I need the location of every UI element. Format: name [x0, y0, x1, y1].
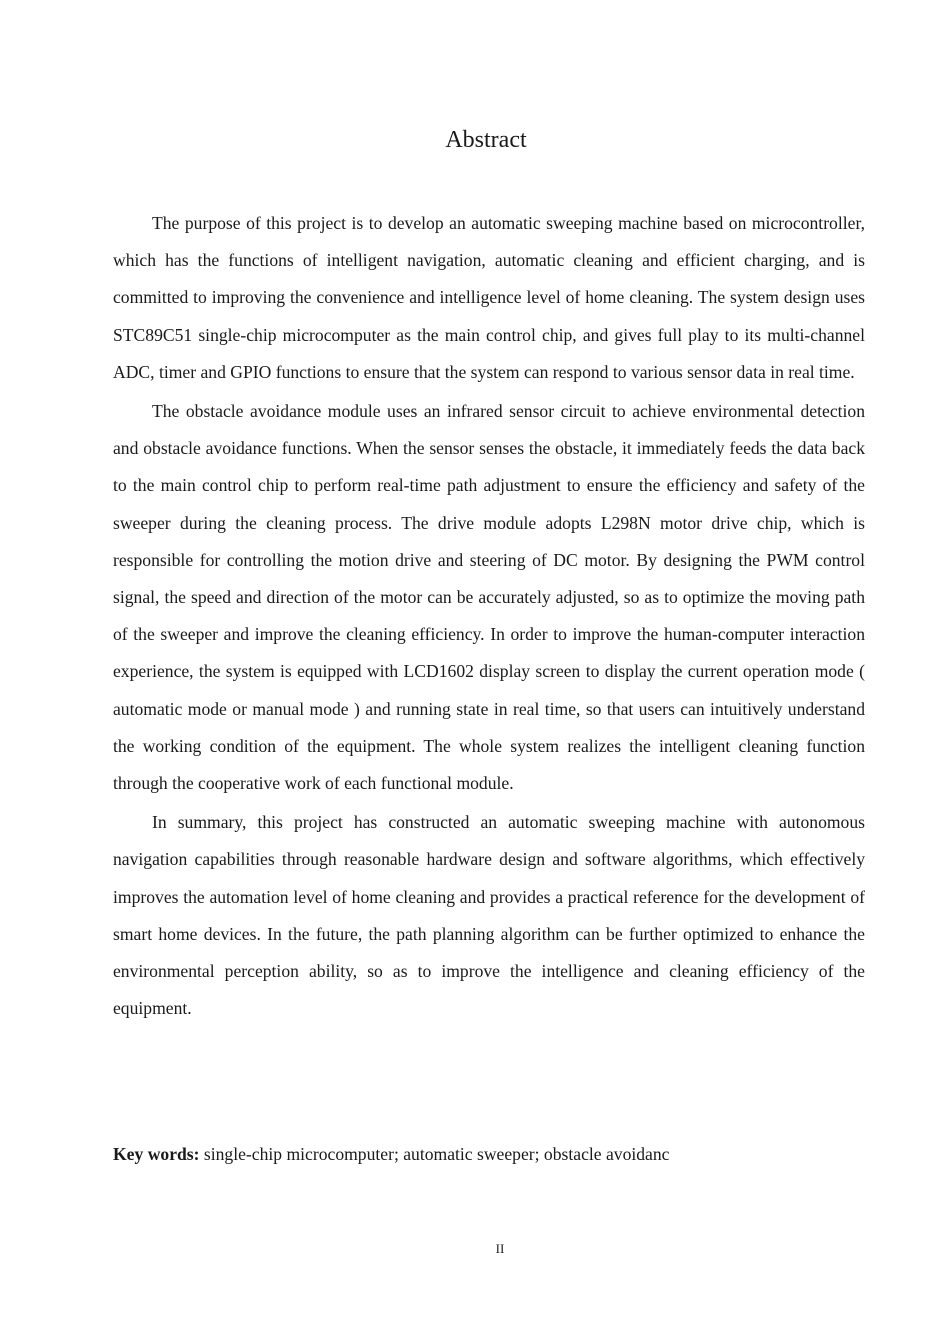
abstract-paragraph-2: The obstacle avoidance module uses an infrared sensor circuit to achieve environmental detection and obstacle avoidance functions. When the sensor senses the obstacle, it immediately feeds the data back to the main control chip to perform real-time path adjustment to ensure the efficiency and safety of the sweeper during the cleaning process. The drive module adopts L298N motor drive chip, which is responsible for controlling the motion drive and steering of DC motor. By designing the PWM control signal, the speed and direction of the motor can be accurately adjusted, so as to optimize the moving path of the sweeper and improve the cleaning efficiency. In order to improve the human-computer interaction experience, the system is equipped with LCD1602 display screen to display the current operation mode ( automatic mode or manual mode ) and running state in real time, so that users can intuitively understand the working condition of the equipment. The whole system realizes the intelligent cleaning function through the cooperative work of each functional module.: [113, 401, 865, 794]
page-number: II: [495, 1241, 505, 1256]
page-title: Abstract: [445, 127, 527, 153]
abstract-paragraph-1: The purpose of this project is to develop an automatic sweeping machine based on microcontroller, which has the functions of intelligent navigation, automatic cleaning and efficient charging, and is committed to improving the convenience and intelligence level of home cleaning. The system design uses STC89C51 single-chip microcomputer as the main control chip, and gives full play to its multi-channel ADC, timer and GPIO functions to ensure that the system can respond to various sensor data in real time.: [113, 213, 865, 382]
keywords-label: Key words:: [113, 1144, 200, 1164]
keywords-line: [113, 1138, 865, 1170]
abstract-paragraph-3: In summary, this project has constructed an automatic sweeping machine with autonomous navigation capabilities through reasonable hardware design and software algorithms, which effectively improves the automation level of home cleaning and provides a practical reference for the development of smart home devices. In the future, the path planning algorithm can be further optimized to enhance the environmental perception ability, so as to improve the intelligence and cleaning efficiency of the equipment.: [113, 812, 865, 1019]
keywords-text: single-chip microcomputer; automatic sweeper; obstacle avoidanc: [199, 1144, 670, 1164]
abstract-body: [113, 205, 865, 1029]
